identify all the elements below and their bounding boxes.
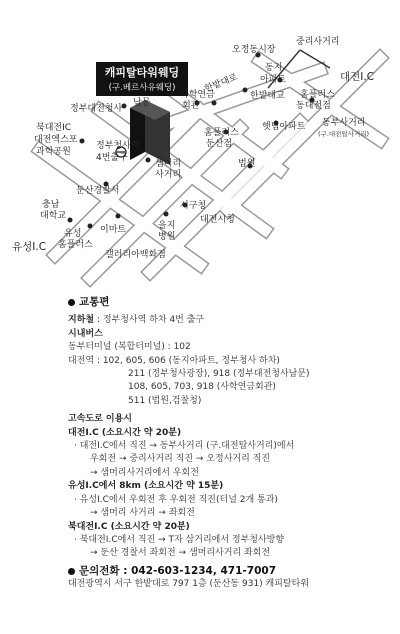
label-galleria: 갤러리아백화점 — [105, 250, 166, 260]
label-saemeori-2: 사거리 — [155, 170, 182, 180]
label-homeplus-dunsan: 홈플러스 — [204, 128, 239, 138]
map-title: 캐피탈타워웨딩 — [104, 66, 180, 79]
daejeon-ic-route-3: → 샘머리사거리에서 우회전 — [90, 467, 199, 478]
subway-line — [68, 314, 388, 327]
bullet-icon — [68, 568, 75, 575]
address: 대전광역시 서구 한밭대로 797 1층 (둔산동 931) 캐피탈타워 — [68, 579, 310, 590]
label-homeplus-dunsan-2: 둔산점 — [206, 139, 233, 149]
bus-terminal: 동부터미널 (복합터미널) : 102 — [68, 342, 191, 353]
label-dongji-apt: 아파트 — [260, 75, 287, 85]
daejeon-ic-title: 대전I.C (소요시간 약 20분) — [68, 427, 182, 438]
transport-section-title: 교통편 — [68, 296, 388, 309]
label-science-park: 과학공원 — [36, 147, 71, 157]
subway-text: : 정부청사역 하차 4번 출구 — [96, 315, 205, 326]
directions-panel — [68, 296, 388, 592]
daejeon-ic-route-2: 우회전 → 중리사거리 직진 → 오정사거리 직진 — [90, 454, 271, 465]
label-eulji: 을지 — [158, 221, 176, 231]
label-yuseong-homeplus: 유성 — [64, 229, 82, 239]
bus-211: 211 (정부청사광장), 918 (정부대전청사남문) — [128, 369, 310, 380]
label-saemeori: 샘머리 — [155, 159, 182, 169]
label-exit4: 4번출구 — [96, 153, 128, 163]
label-buk-daejeon-ic: 북대전IC — [36, 123, 72, 133]
subway-label: 지하철 — [68, 315, 95, 326]
bus-label: 시내버스 — [68, 328, 103, 339]
label-chungnam-univ: 충남 — [42, 200, 60, 210]
yuseong-ic-route-2: → 샘머리 사거리 → 좌회전 — [90, 508, 195, 519]
label-ojeong-market: 오정동시장 — [232, 45, 276, 55]
label-dongbu-junction: 동부사거리 — [322, 118, 366, 128]
map-title-sub: (구.베르사유웨딩) — [108, 83, 176, 93]
label-dongji: 동지 — [265, 63, 283, 73]
label-saharoak: 사학연금 — [180, 90, 215, 100]
label-nammun: 남문 — [133, 98, 151, 108]
buk-ic-route-2: → 둔산 경찰서 좌회전 → 샘머리사거리 좌회전 — [90, 548, 271, 559]
label-chungnam-univ-2: 대학교 — [40, 211, 67, 221]
buk-ic-title: 북대전I.C (소요시간 약 20분) — [68, 521, 190, 532]
label-eulji-hospital: 병원 — [158, 232, 176, 242]
yuseong-ic-route-1: · 유성I.C에서 우회전 후 우회전 직진(터널 2개 통과) — [74, 494, 278, 505]
label-jeongbu-station: 정부청사역 — [96, 141, 140, 151]
bus-daejeon-station: 대전역 : 102, 605, 606 (동지아파트, 정부청사 하차) — [68, 355, 280, 366]
label-jeongbu-cheongsa: 정부대전청사 — [70, 104, 123, 114]
bus-511: 511 (법원,검찰청) — [128, 395, 202, 406]
location-map — [0, 0, 400, 290]
label-dunsan-police: 둔산경찰서 — [76, 186, 120, 196]
label-daejeon-ic: 대전I.C — [340, 71, 375, 83]
daejeon-ic-route-1: · 대전I.C에서 직진 → 동부사거리 (구.대전탑사거리)에서 — [74, 441, 295, 452]
buk-ic-route-1: · 북대전I.C에서 직진 → T자 삼거리에서 정부청사방향 — [74, 534, 285, 545]
yuseong-ic-title: 유성I.C에서 8km (소요시간 약 15분) — [68, 481, 224, 492]
label-saharoak-2: 회관 — [182, 101, 200, 111]
label-homeplus-dongdaejeon-2: 동대전점 — [296, 101, 331, 111]
contact-phone: 문의전화 : 042-603-1234, 471-7007 — [79, 564, 277, 577]
label-daejeon-court: 법원 — [238, 159, 256, 169]
label-daejeon-expo: 대전엑스포 — [34, 135, 78, 145]
label-yuseong-ic: 유성I.C — [12, 241, 47, 253]
highway-title: 고속도로 이용시 — [68, 414, 132, 425]
bullet-icon — [68, 299, 75, 306]
bus-108: 108, 605, 703, 918 (사학연금회관) — [128, 382, 276, 393]
label-homeplus-dongdaejeon: 홈플러스 — [300, 90, 335, 100]
label-yuseong-homeplus-2: 홈플러스 — [58, 240, 93, 250]
label-hanbatdaero-road: 한밭대로 — [203, 72, 240, 95]
contact-title — [68, 565, 388, 578]
label-hatbit-apt: 햇님아파트 — [262, 122, 306, 132]
label-daejeon-city-hall: 대전시청 — [200, 215, 235, 225]
label-dongbu-junction-sub: (구.대전탑사거리) — [318, 130, 370, 138]
label-jungni-junction: 중리사거리 — [296, 37, 340, 47]
label-hanbat-bridge: 한밭대교 — [250, 91, 285, 101]
label-seogu-office: 서구청 — [180, 201, 207, 211]
label-emart: 이마트 — [100, 225, 127, 235]
